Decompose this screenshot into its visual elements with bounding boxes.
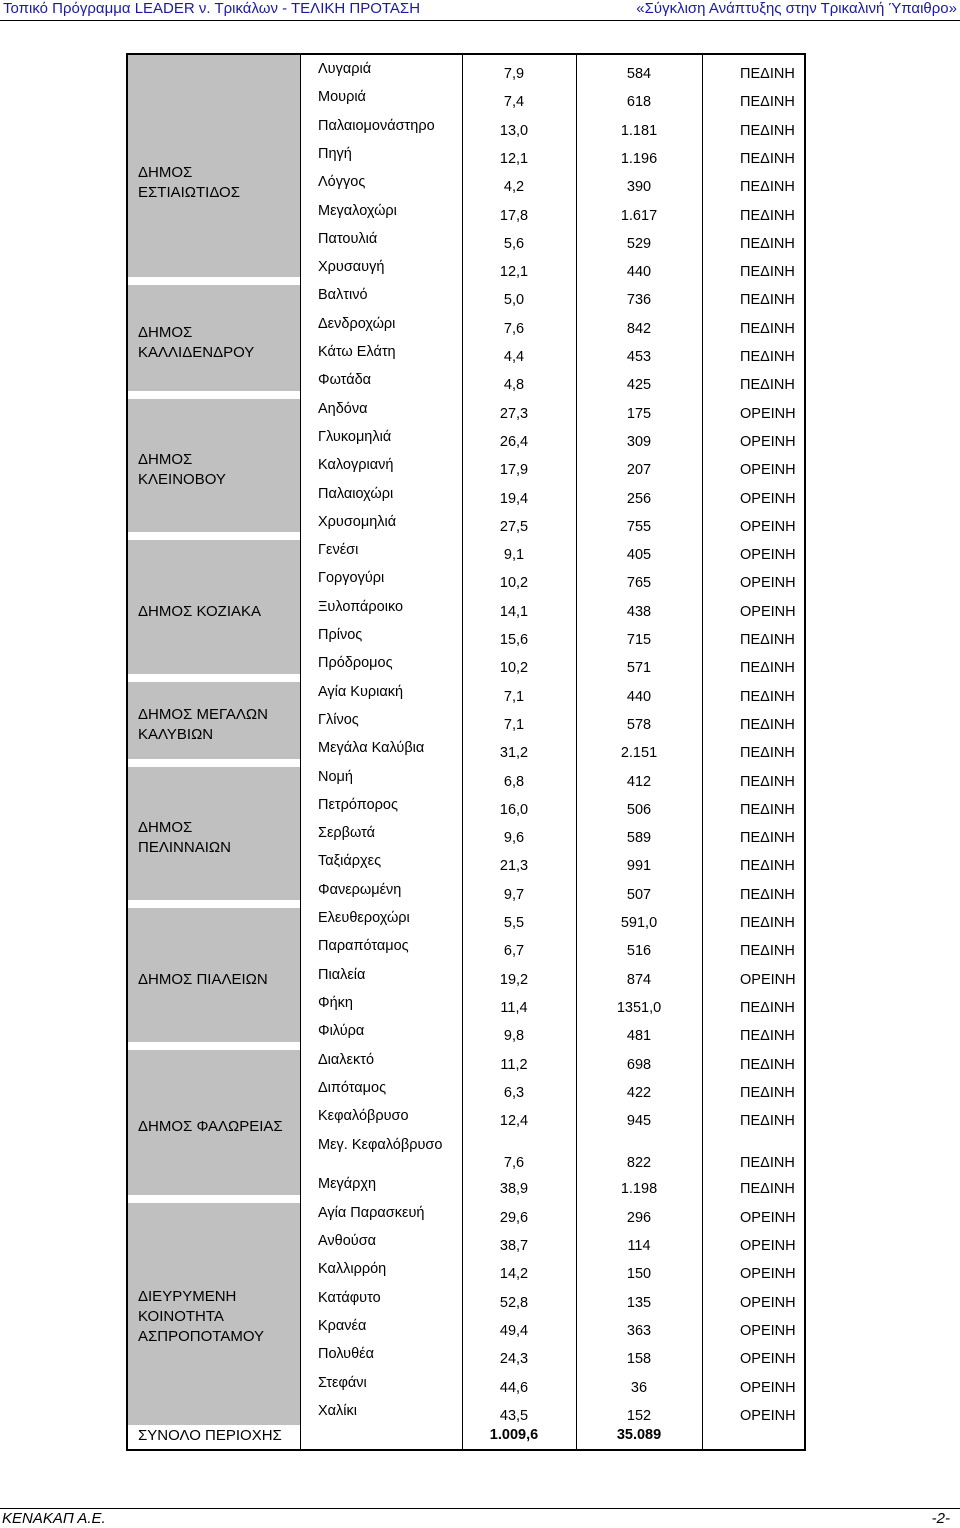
village-area: 9,1	[503, 547, 525, 564]
village-name: Αγία Κυριακή	[318, 683, 404, 700]
village-area: 44,6	[499, 1379, 529, 1396]
village-type: ΠΕΔΙΝΗ	[740, 999, 795, 1016]
table-row	[128, 1314, 808, 1342]
table-row	[128, 1371, 808, 1399]
village-type: ΟΡΕΙΝΗ	[740, 971, 796, 988]
village-type: ΠΕΔΙΝΗ	[740, 716, 795, 733]
table-row	[128, 1342, 808, 1370]
header-project-title: «Σύγκλιση Ανάπτυξης στην Τρικαλινή Ύπαιθρο»	[636, 0, 957, 17]
village-name: Φιλύρα	[318, 1023, 365, 1040]
total-area: 1.009,6	[489, 1427, 539, 1443]
village-name: Μεγάλα Καλύβια	[318, 740, 425, 757]
village-area: 12,4	[499, 1113, 529, 1130]
village-type: ΟΡΕΙΝΗ	[740, 1379, 796, 1396]
page-header	[0, 0, 960, 24]
village-name: Μεγ. Κεφαλόβρυσο	[318, 1137, 443, 1154]
village-type: ΠΕΔΙΝΗ	[740, 292, 795, 309]
villages-table	[126, 53, 806, 1451]
village-area: 21,3	[499, 858, 529, 875]
table-row	[128, 368, 808, 396]
municipality-name: ΔΗΜΟΣ ΠΙΑΛΕΙΩΝ	[138, 970, 268, 988]
table-row	[128, 170, 808, 198]
village-population: 135	[626, 1294, 652, 1311]
village-name: Χρυσομηλιά	[318, 513, 397, 530]
municipality-name: ΔΗΜΟΣ	[138, 164, 193, 182]
village-name: Καλογριανή	[318, 457, 394, 474]
table-row	[128, 1132, 808, 1172]
village-population: 822	[626, 1155, 652, 1172]
village-name: Χαλίκι	[318, 1402, 357, 1419]
village-area: 14,1	[499, 603, 529, 620]
table-row	[128, 793, 808, 821]
village-population: 150	[626, 1266, 652, 1283]
table-row	[128, 708, 808, 736]
table-row	[128, 255, 808, 283]
village-type: ΠΕΔΙΝΗ	[740, 122, 795, 139]
village-name: Ταξιάρχες	[318, 853, 382, 870]
village-name: Στεφάνι	[318, 1374, 367, 1391]
table-row	[128, 142, 808, 170]
village-area: 26,4	[499, 433, 529, 450]
village-area: 27,5	[499, 518, 529, 535]
village-population: 1.196	[620, 150, 658, 167]
village-type: ΠΕΔΙΝΗ	[740, 886, 795, 903]
village-area: 4,8	[503, 377, 525, 394]
municipality-name: ΔΗΜΟΣ	[138, 819, 193, 837]
village-area: 29,6	[499, 1209, 529, 1226]
table-row	[128, 1104, 808, 1132]
municipality-name: ΕΣΤΙΑΙΩΤΙΔΟΣ	[138, 184, 240, 202]
table-row	[128, 1076, 808, 1104]
village-population: 765	[626, 575, 652, 592]
village-area: 7,4	[503, 94, 525, 111]
village-area: 7,6	[503, 320, 525, 337]
village-name: Λυγαριά	[318, 61, 372, 77]
village-type: ΠΕΔΙΝΗ	[740, 66, 795, 82]
footer-company: ΚΕΝΑΚΑΠ Α.Ε.	[2, 1510, 106, 1527]
village-population: 422	[626, 1084, 652, 1101]
village-type: ΟΡΕΙΝΗ	[740, 575, 796, 592]
village-name: Γλυκομηλιά	[318, 428, 392, 445]
village-name: Μεγαλοχώρι	[318, 202, 397, 219]
village-type: ΟΡΕΙΝΗ	[740, 518, 796, 535]
municipality-name: ΔΗΜΟΣ	[138, 451, 193, 469]
village-area: 38,9	[499, 1181, 529, 1198]
village-type: ΟΡΕΙΝΗ	[740, 547, 796, 564]
table-row	[128, 1286, 808, 1314]
village-population: 1.181	[620, 122, 658, 139]
village-type: ΠΕΔΙΝΗ	[740, 377, 795, 394]
village-name: Αγία Παρασκευή	[318, 1204, 425, 1221]
village-population: 842	[626, 320, 652, 337]
village-type: ΠΕΔΙΝΗ	[740, 915, 795, 931]
village-area: 19,2	[499, 971, 529, 988]
village-population: 438	[626, 603, 652, 620]
village-population: 158	[626, 1351, 652, 1368]
village-population: 440	[626, 264, 652, 281]
village-population: 363	[626, 1322, 652, 1339]
village-area: 17,9	[499, 462, 529, 479]
village-population: 152	[626, 1407, 652, 1424]
table-row	[128, 821, 808, 849]
village-type: ΠΕΔΙΝΗ	[740, 660, 795, 677]
village-population: 1.198	[620, 1181, 658, 1198]
village-name: Λόγγος	[318, 174, 366, 191]
village-type: ΟΡΕΙΝΗ	[740, 603, 796, 620]
village-name: Ξυλοπάροικο	[318, 598, 404, 615]
village-population: 390	[626, 179, 652, 196]
village-area: 5,5	[503, 915, 525, 931]
village-type: ΟΡΕΙΝΗ	[740, 1266, 796, 1283]
village-type: ΠΕΔΙΝΗ	[740, 207, 795, 224]
village-area: 5,0	[503, 292, 525, 309]
village-population: 715	[626, 632, 652, 648]
village-population: 1.617	[620, 207, 658, 224]
village-area: 10,2	[499, 660, 529, 677]
village-name: Κρανέα	[318, 1317, 367, 1334]
village-name: Αηδόνα	[318, 400, 368, 417]
village-name: Νομή	[318, 768, 353, 785]
village-area: 9,7	[503, 886, 525, 903]
village-population: 175	[626, 405, 652, 422]
municipality-name: ΔΗΜΟΣ	[138, 324, 193, 341]
village-population: 425	[626, 377, 652, 394]
village-area: 11,2	[500, 1056, 528, 1073]
village-area: 16,0	[499, 801, 529, 818]
footer-page-number: -2-	[931, 1510, 950, 1527]
municipality-name: ΑΣΠΡΟΠΟΤΑΜΟΥ	[138, 1327, 265, 1345]
village-name: Πετρόπορος	[318, 796, 398, 813]
village-area: 49,4	[499, 1322, 529, 1339]
village-type: ΟΡΕΙΝΗ	[740, 1294, 796, 1311]
village-population: 755	[626, 518, 652, 535]
village-name: Διπόταμος	[318, 1079, 387, 1096]
table-row	[128, 991, 808, 1019]
municipality-name: ΔΗΜΟΣ ΚΟΖΙΑΚΑ	[138, 602, 262, 620]
village-area: 5,6	[503, 235, 525, 252]
village-name: Βαλτινό	[318, 287, 368, 304]
village-type: ΟΡΕΙΝΗ	[740, 462, 796, 479]
village-area: 7,9	[503, 66, 525, 82]
village-area: 4,4	[503, 349, 525, 365]
table-row	[128, 340, 808, 368]
village-type: ΠΕΔΙΝΗ	[740, 235, 795, 252]
table-row	[128, 736, 808, 764]
village-area: 9,6	[503, 830, 525, 847]
village-type: ΠΕΔΙΝΗ	[740, 688, 795, 705]
table-row	[128, 453, 808, 481]
village-name: Φανερωμένη	[318, 881, 402, 898]
village-population: 571	[626, 660, 652, 677]
village-type: ΠΕΔΙΝΗ	[740, 1113, 795, 1130]
village-name: Μουριά	[318, 89, 366, 106]
village-area: 10,2	[499, 575, 529, 592]
table-row	[128, 1257, 808, 1285]
village-type: ΟΡΕΙΝΗ	[740, 490, 796, 507]
village-type: ΠΕΔΙΝΗ	[740, 830, 795, 847]
village-population: 698	[626, 1056, 652, 1073]
village-area: 52,8	[499, 1294, 529, 1311]
village-name: Πιαλεία	[318, 966, 366, 983]
village-population: 589	[626, 830, 652, 847]
village-area: 43,5	[499, 1407, 529, 1424]
village-type: ΠΕΔΙΝΗ	[740, 150, 795, 167]
village-population: 584	[626, 66, 652, 82]
village-name: Ελευθεροχώρι	[318, 910, 410, 926]
village-area: 7,1	[503, 716, 525, 733]
village-type: ΟΡΕΙΝΗ	[740, 1238, 796, 1254]
village-name: Πολυθέα	[318, 1346, 375, 1363]
village-name: Φήκη	[318, 994, 353, 1011]
village-population: 618	[626, 94, 652, 111]
village-type: ΠΕΔΙΝΗ	[740, 1181, 795, 1198]
village-type: ΠΕΔΙΝΗ	[740, 1056, 795, 1073]
village-type: ΠΕΔΙΝΗ	[740, 632, 795, 648]
table-row	[128, 595, 808, 623]
village-type: ΠΕΔΙΝΗ	[740, 801, 795, 818]
village-population: 874	[626, 971, 652, 988]
village-area: 4,2	[503, 179, 525, 196]
village-population: 453	[626, 349, 652, 365]
municipality-name: ΔΗΜΟΣ ΦΑΛΩΡΕΙΑΣ	[138, 1118, 283, 1136]
village-type: ΟΡΕΙΝΗ	[740, 1407, 796, 1424]
village-name: Μεγάρχη	[318, 1176, 377, 1193]
village-population: 507	[626, 886, 652, 903]
village-area: 24,3	[499, 1351, 529, 1368]
municipality-name: ΠΕΛΙΝΝΑΙΩΝ	[138, 839, 231, 857]
table-row	[128, 680, 808, 708]
village-population: 529	[626, 235, 652, 252]
village-population: 440	[626, 688, 652, 705]
village-name: Πηγή	[318, 145, 352, 162]
village-population: 1351,0	[616, 999, 662, 1016]
table-row	[128, 283, 808, 311]
table-row	[128, 199, 808, 227]
village-population: 114	[627, 1238, 651, 1254]
village-type: ΟΡΕΙΝΗ	[740, 1209, 796, 1226]
table-row	[128, 482, 808, 510]
village-type: ΠΕΔΙΝΗ	[740, 943, 795, 960]
municipality-name: ΚΟΙΝΟΤΗΤΑ	[138, 1307, 224, 1325]
table-row	[128, 312, 808, 340]
table-row	[128, 425, 808, 453]
village-population: 736	[626, 292, 652, 309]
village-area: 27,3	[499, 405, 529, 422]
village-area: 13,0	[499, 122, 529, 139]
village-name: Γλίνος	[318, 711, 359, 728]
table-row	[128, 906, 808, 934]
table-row	[128, 227, 808, 255]
municipality-name: ΔΙΕΥΡΥΜΕΝΗ	[138, 1287, 237, 1305]
village-population: 296	[626, 1209, 652, 1226]
village-name: Σερβωτά	[318, 825, 376, 842]
table-row	[128, 566, 808, 594]
village-type: ΟΡΕΙΝΗ	[740, 1322, 796, 1339]
village-area: 12,1	[499, 264, 529, 281]
village-name: Πρόδρομος	[318, 655, 393, 672]
table-row	[128, 85, 808, 113]
table-row	[128, 1019, 808, 1047]
table-row	[128, 1229, 808, 1257]
total-label: ΣΥΝΟΛΟ ΠΕΡΙΟΧΗΣ	[138, 1427, 282, 1444]
village-name: Ανθούσα	[318, 1233, 377, 1249]
municipality-name: ΚΑΛΛΙΔΕΝΔΡΟΥ	[138, 344, 255, 361]
village-population: 309	[626, 433, 652, 450]
village-name: Κεφαλόβρυσο	[318, 1108, 409, 1125]
village-type: ΠΕΔΙΝΗ	[740, 1084, 795, 1101]
village-name: Διαλεκτό	[318, 1051, 375, 1068]
village-type: ΠΕΔΙΝΗ	[740, 349, 795, 365]
village-population: 591,0	[620, 915, 658, 931]
village-population: 991	[626, 858, 652, 875]
village-type: ΠΕΔΙΝΗ	[740, 94, 795, 111]
table-row	[128, 114, 808, 142]
village-name: Καλλιρρόη	[318, 1261, 387, 1278]
village-population: 481	[626, 1028, 652, 1045]
village-area: 12,1	[499, 150, 529, 167]
header-program-title: Τοπικό Πρόγραμμα LEADER ν. Τρικάλων - ΤΕΛΙΚΗ ΠΡΟΤΑΣΗ	[3, 0, 421, 17]
village-type: ΟΡΕΙΝΗ	[740, 433, 796, 450]
village-area: 17,8	[499, 207, 529, 224]
village-population: 516	[626, 943, 652, 960]
village-type: ΟΡΕΙΝΗ	[740, 1351, 796, 1368]
village-area: 6,8	[503, 773, 525, 790]
village-name: Κατάφυτο	[318, 1289, 381, 1306]
table-row	[128, 623, 808, 651]
village-name: Κάτω Ελάτη	[318, 344, 396, 360]
village-area: 19,4	[499, 490, 529, 507]
village-area: 11,4	[500, 999, 528, 1016]
village-name: Πρίνος	[318, 627, 363, 643]
table-row	[128, 765, 808, 793]
table-row	[128, 849, 808, 877]
village-type: ΟΡΕΙΝΗ	[740, 405, 796, 422]
village-population: 578	[626, 716, 652, 733]
village-name: Παλαιοχώρι	[318, 485, 394, 502]
table-row	[128, 510, 808, 538]
table-row	[128, 1172, 808, 1200]
village-type: ΠΕΔΙΝΗ	[740, 320, 795, 337]
village-name: Παραπόταμος	[318, 938, 409, 955]
village-type: ΠΕΔΙΝΗ	[740, 1155, 795, 1172]
village-name: Παλαιομονάστηρο	[318, 117, 435, 134]
village-population: 412	[626, 773, 652, 790]
village-area: 6,3	[503, 1084, 525, 1101]
village-population: 405	[626, 547, 652, 564]
village-type: ΠΕΔΙΝΗ	[740, 264, 795, 281]
table-row	[128, 538, 808, 566]
table-row	[128, 57, 808, 85]
village-population: 506	[626, 801, 652, 818]
village-area: 6,7	[503, 943, 525, 960]
village-name: Χρυσαυγή	[318, 259, 385, 276]
table-row	[128, 1201, 808, 1229]
village-population: 207	[626, 462, 652, 479]
village-type: ΠΕΔΙΝΗ	[740, 179, 795, 196]
village-population: 945	[626, 1113, 652, 1130]
village-name: Γοργογύρι	[318, 570, 385, 587]
village-type: ΠΕΔΙΝΗ	[740, 773, 795, 790]
village-area: 14,2	[499, 1266, 529, 1283]
village-area: 15,6	[499, 632, 529, 648]
village-area: 9,8	[503, 1028, 525, 1045]
village-area: 31,2	[499, 745, 529, 762]
table-row	[128, 878, 808, 906]
village-population: 2.151	[620, 745, 658, 762]
table-row	[128, 934, 808, 962]
municipality-name: ΚΑΛΥΒΙΩΝ	[138, 726, 214, 744]
village-type: ΠΕΔΙΝΗ	[740, 1028, 795, 1045]
village-name: Πατουλιά	[318, 230, 378, 247]
village-population: 256	[626, 490, 652, 507]
village-name: Φωτάδα	[318, 372, 372, 389]
village-population: 36	[630, 1379, 648, 1396]
footer-rule	[0, 1508, 960, 1509]
municipality-name: ΔΗΜΟΣ ΜΕΓΑΛΩΝ	[138, 706, 268, 724]
table-row	[128, 1048, 808, 1076]
municipality-name: ΚΛΕΙΝΟΒΟΥ	[138, 471, 226, 489]
village-name: Δενδροχώρι	[318, 315, 396, 332]
table-row	[128, 963, 808, 991]
header-rule	[0, 20, 960, 21]
village-area: 7,1	[503, 688, 525, 705]
table-row	[128, 1399, 808, 1427]
village-name: Γενέσι	[318, 542, 359, 559]
table-row	[128, 651, 808, 679]
village-area: 38,7	[499, 1238, 529, 1254]
total-population: 35.089	[616, 1427, 662, 1443]
village-area: 7,6	[503, 1155, 525, 1172]
village-type: ΠΕΔΙΝΗ	[740, 745, 795, 762]
village-type: ΠΕΔΙΝΗ	[740, 858, 795, 875]
table-row	[128, 397, 808, 425]
